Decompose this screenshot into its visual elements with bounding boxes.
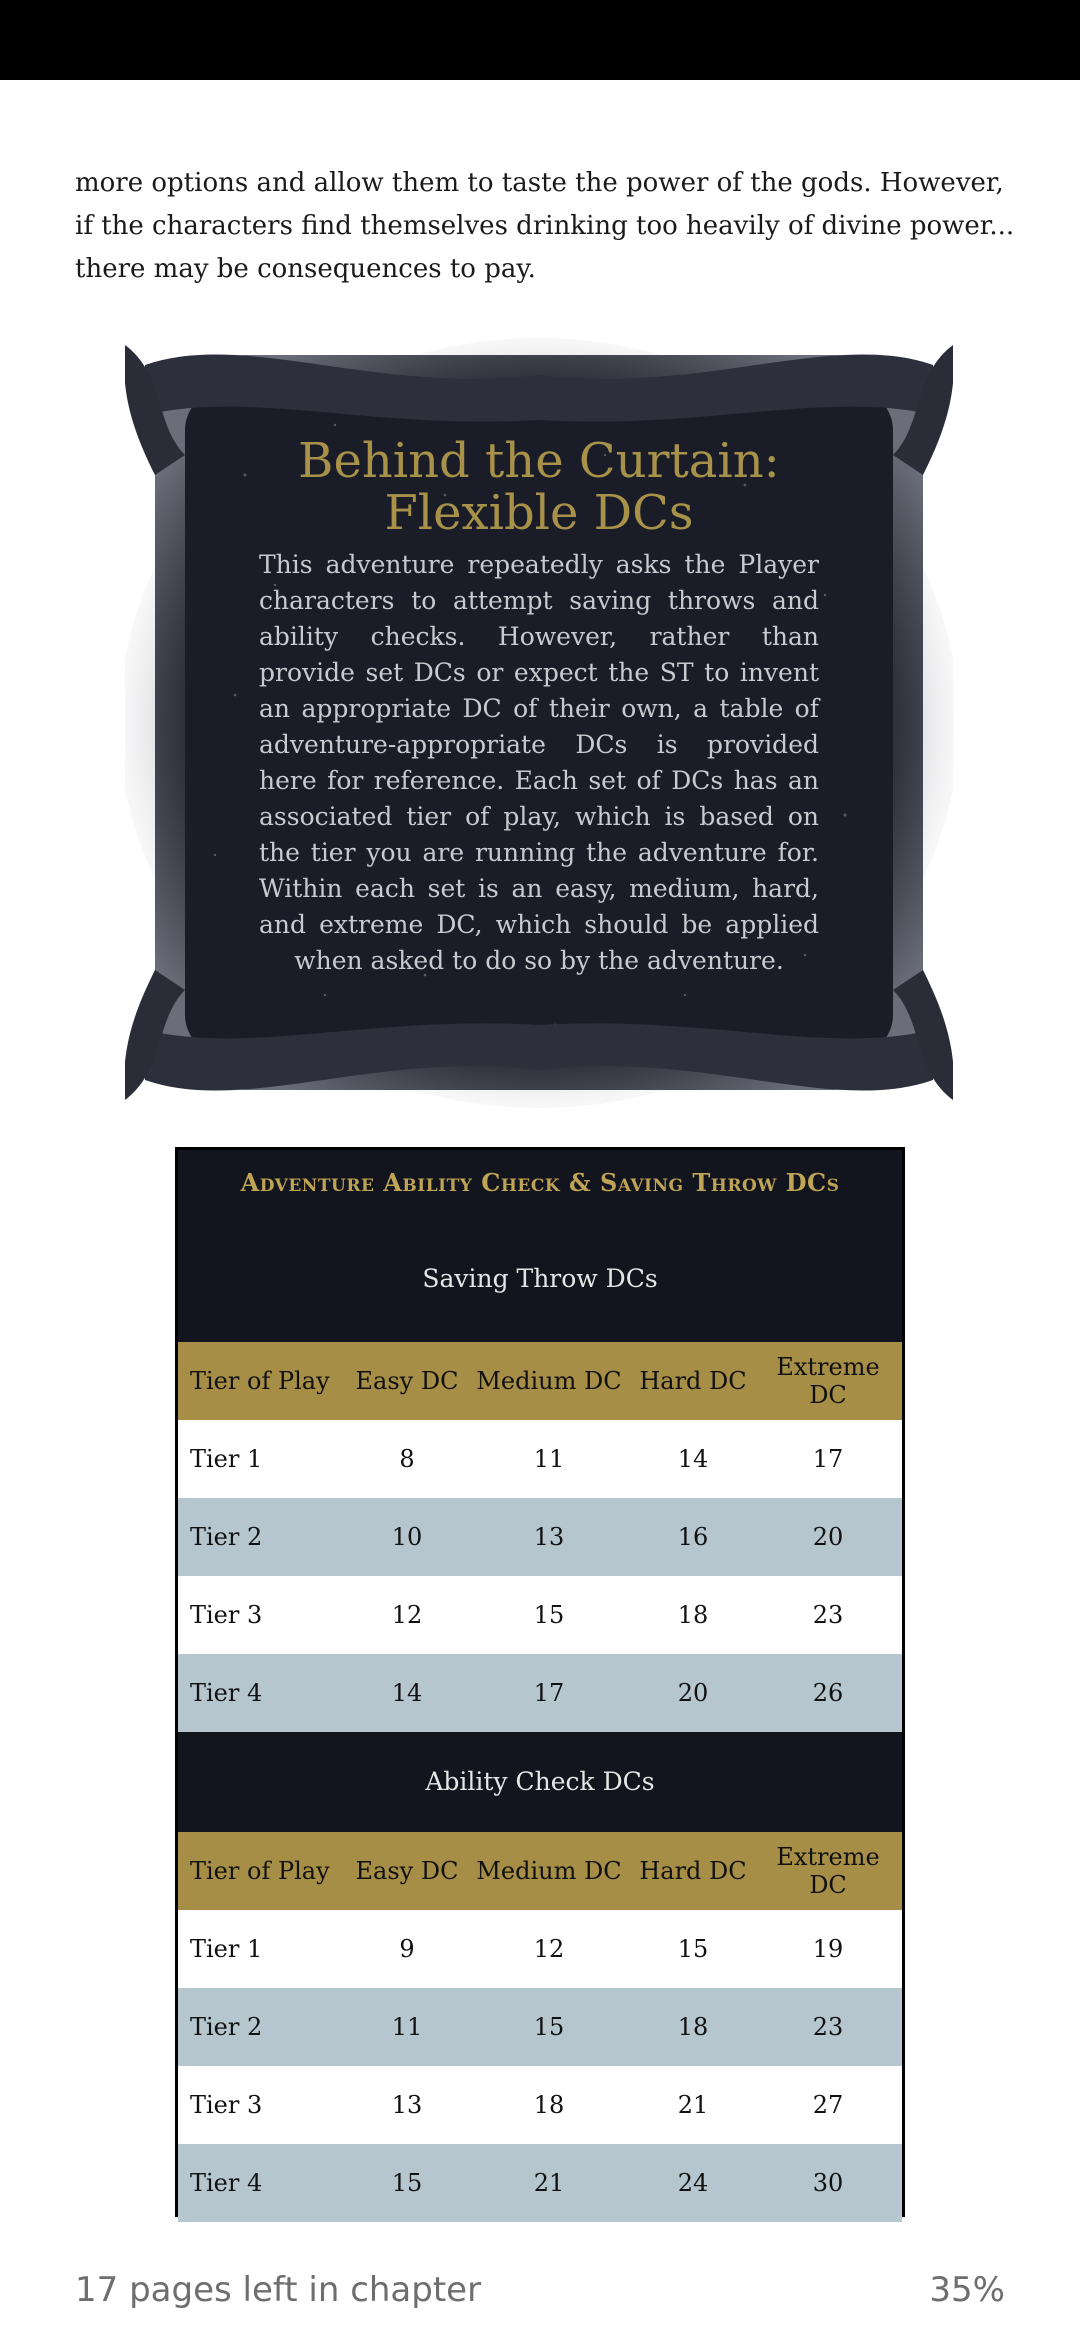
column-header: Easy DC — [355, 1857, 459, 1885]
table-cell: Tier 2 — [190, 2013, 263, 2041]
section-heading-saving-throw: Saving Throw DCs — [178, 1216, 902, 1342]
sidebar-body: This adventure repeatedly asks the Player characters to attempt saving throws and ability checks. However, rather than provide set DCs or expect the ST to invent an appropriate DC of their own, a table of adventure-appropriate DCs is provided here for reference. Each set of DCs has an associated tier of play, which is based on the tier you are running the adventure for. Within each set is an easy, medium, hard, and extreme DC, which should be applied when asked to do so by the adventure. — [259, 550, 819, 975]
table-cell: 11 — [391, 2013, 423, 2041]
table-cell: 23 — [812, 1601, 844, 1629]
table-row — [178, 1420, 902, 1498]
table-cell: 12 — [391, 1601, 423, 1629]
table-cell: Tier 1 — [190, 1445, 263, 1473]
column-header: Extreme DC — [776, 1353, 880, 1409]
table-cell: Tier 3 — [190, 1601, 263, 1629]
table-cell: Tier 3 — [190, 2091, 263, 2119]
column-header: Hard DC — [639, 1857, 747, 1885]
table-cell: 19 — [812, 1935, 844, 1963]
table-title: Adventure Ability Check & Saving Throw DCs — [178, 1150, 902, 1216]
table-row — [178, 1576, 902, 1654]
table-cell: 16 — [677, 1523, 709, 1551]
table-cell: 18 — [677, 2013, 709, 2041]
table-row — [178, 1910, 902, 1988]
table-cell: 8 — [399, 1445, 415, 1473]
table-row — [178, 2066, 902, 2144]
table-row — [178, 1988, 902, 2066]
table-row — [178, 2144, 902, 2222]
table-row — [178, 1654, 902, 1732]
section-heading-ability-check: Ability Check DCs — [178, 1732, 902, 1832]
table-cell: 27 — [812, 2091, 844, 2119]
table-cell: 12 — [533, 1935, 565, 1963]
column-header: Easy DC — [355, 1367, 459, 1395]
table-cell: 26 — [812, 1679, 844, 1707]
table-cell: 24 — [677, 2169, 709, 2197]
column-header: Medium DC — [476, 1857, 622, 1885]
column-header: Medium DC — [476, 1367, 622, 1395]
dc-table — [175, 1147, 905, 2217]
table-cell: 15 — [533, 2013, 565, 2041]
column-header: Extreme DC — [776, 1843, 880, 1899]
table-cell: 20 — [677, 1679, 709, 1707]
table-cell: Tier 2 — [190, 1523, 263, 1551]
table-row — [178, 1498, 902, 1576]
table-cell: 15 — [391, 2169, 423, 2197]
status-bar — [0, 0, 1080, 80]
reading-progress-percent: 35% — [929, 2270, 1005, 2310]
intro-paragraph: more options and allow them to taste the power of the gods. However, if the characters find themselves drinking too heavily of divine power... there may be consequences to pay. — [75, 168, 1015, 284]
table-cell: 21 — [533, 2169, 565, 2197]
table-cell: 17 — [533, 1679, 565, 1707]
sidebar-title-line1: Behind the Curtain: — [298, 433, 780, 489]
table-cell: 18 — [533, 2091, 565, 2119]
table-header-row — [178, 1342, 902, 1420]
pages-left-indicator: 17 pages left in chapter — [75, 2270, 482, 2310]
column-header: Tier of Play — [190, 1857, 330, 1885]
table-cell: 13 — [391, 2091, 423, 2119]
table-cell: 10 — [391, 1523, 423, 1551]
table-cell: 13 — [533, 1523, 565, 1551]
table-header-row — [178, 1832, 902, 1910]
table-cell: 20 — [812, 1523, 844, 1551]
table-cell: 15 — [677, 1935, 709, 1963]
sidebar-title-line2: Flexible DCs — [384, 485, 694, 541]
table-cell: 11 — [533, 1445, 565, 1473]
table-cell: 23 — [812, 2013, 844, 2041]
table-cell: 17 — [812, 1445, 844, 1473]
table-cell: 14 — [391, 1679, 423, 1707]
table-cell: 9 — [399, 1935, 415, 1963]
table-cell: Tier 4 — [190, 1679, 263, 1707]
table-cell: Tier 1 — [190, 1935, 263, 1963]
column-header: Tier of Play — [190, 1367, 330, 1395]
table-cell: 30 — [812, 2169, 844, 2197]
column-header: Hard DC — [639, 1367, 747, 1395]
table-cell: 15 — [533, 1601, 565, 1629]
sidebar-box — [125, 335, 953, 1110]
table-cell: 18 — [677, 1601, 709, 1629]
table-cell: 14 — [677, 1445, 709, 1473]
table-cell: 21 — [677, 2091, 709, 2119]
table-cell: Tier 4 — [190, 2169, 263, 2197]
